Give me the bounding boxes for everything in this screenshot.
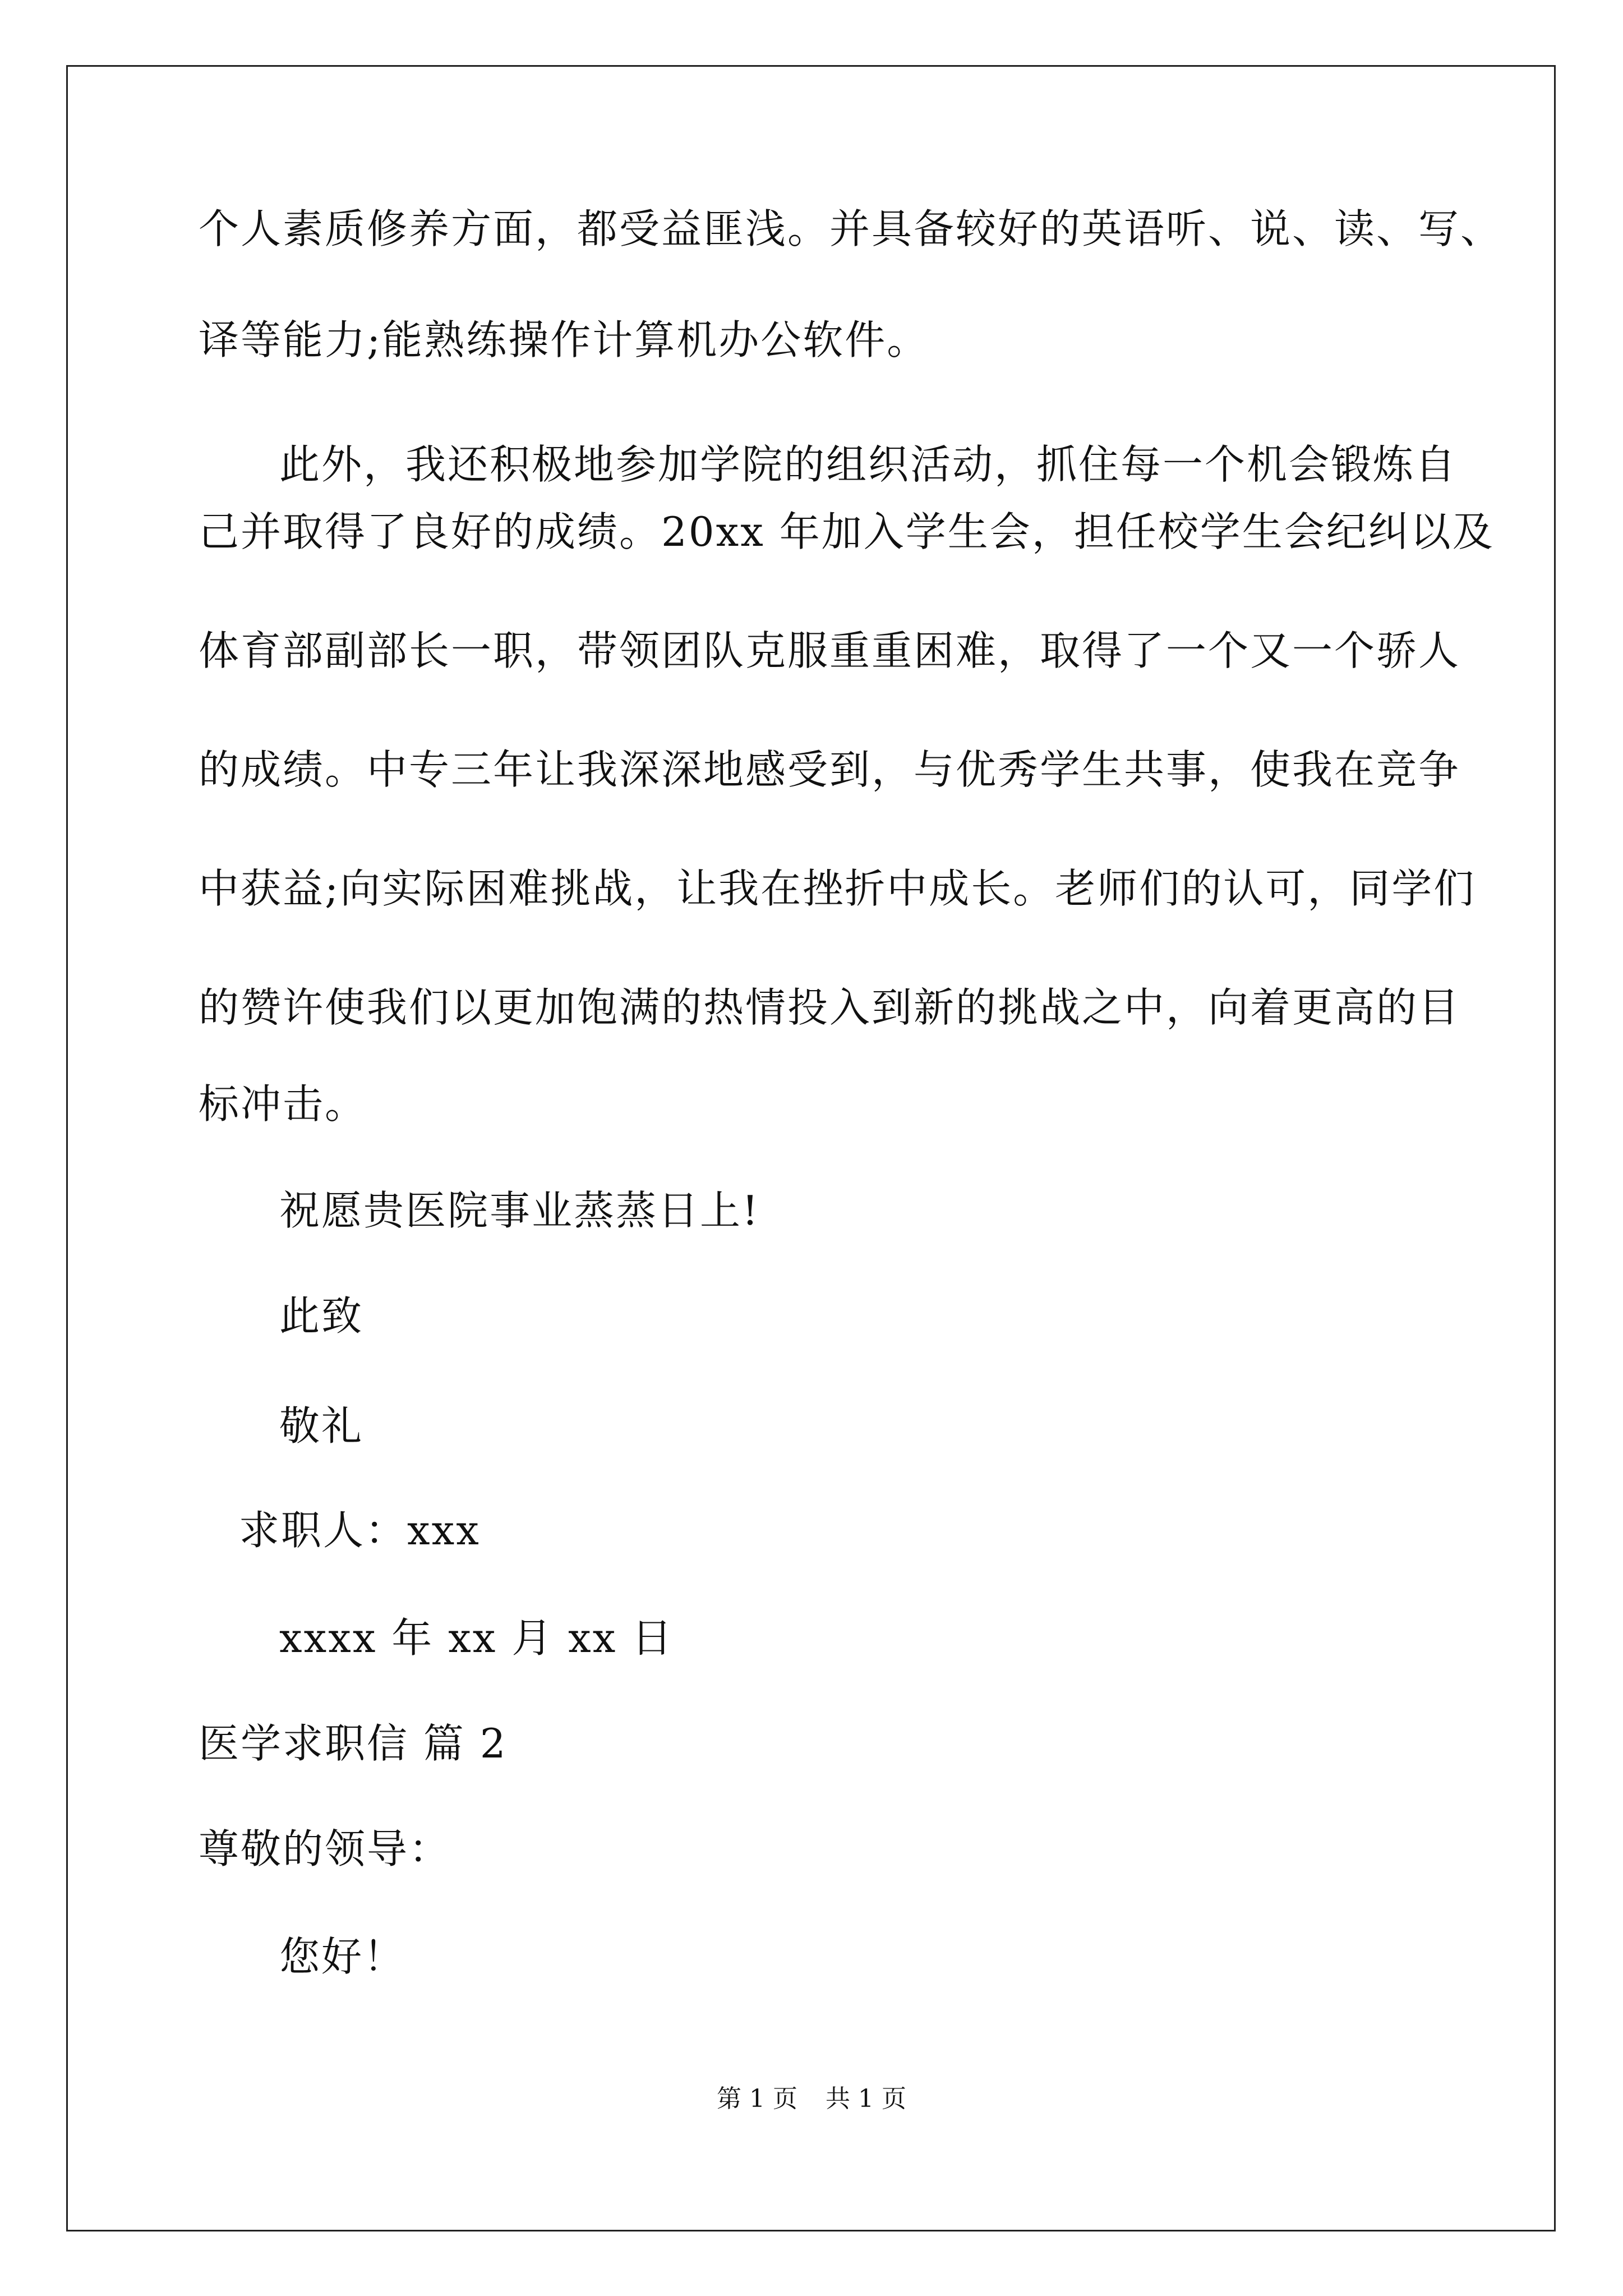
body-line-7: 中获益;向实际困难挑战，让我在挫折中成长。老师们的认可，同学们 bbox=[199, 865, 1476, 912]
page-total: 共 1 页 bbox=[826, 2085, 906, 2113]
section-title: 医学求职信 篇 2 bbox=[199, 1720, 508, 1767]
page-footer bbox=[0, 2082, 1623, 2116]
greeting: 您好！ bbox=[279, 1933, 406, 1980]
closing-line-2: 敬礼 bbox=[279, 1402, 364, 1450]
body-line-5: 体育部副部长一职，带领团队克服重重困难，取得了一个又一个骄人 bbox=[199, 627, 1461, 674]
closing-line-1: 此致 bbox=[279, 1292, 364, 1340]
body-line-1: 个人素质修养方面，都受益匪浅。并具备较好的英语听、说、读、写、 bbox=[199, 205, 1503, 252]
body-line-3: 此外，我还积极地参加学院的组织活动，抓住每一个机会锻炼自 bbox=[279, 441, 1458, 488]
body-line-6: 的成绩。中专三年让我深深地感受到，与优秀学生共事，使我在竞争 bbox=[199, 746, 1461, 793]
date-line: xxxx 年 xx 月 xx 日 bbox=[279, 1614, 674, 1662]
body-line-2: 译等能力;能熟练操作计算机办公软件。 bbox=[199, 316, 929, 364]
applicant-line: 求职人：xxx bbox=[239, 1507, 481, 1554]
page-border bbox=[66, 65, 1556, 2231]
page-number: 第 1 页 bbox=[717, 2085, 797, 2113]
body-line-9: 标冲击。 bbox=[199, 1080, 367, 1128]
body-line-8: 的赞许使我们以更加饱满的热情投入到新的挑战之中，向着更高的目 bbox=[199, 984, 1461, 1031]
salutation: 尊敬的领导： bbox=[199, 1825, 451, 1872]
body-line-4: 己并取得了良好的成绩。20xx 年加入学生会，担任校学生会纪纠以及 bbox=[199, 508, 1495, 555]
wish-line: 祝愿贵医院事业蒸蒸日上! bbox=[279, 1187, 760, 1234]
